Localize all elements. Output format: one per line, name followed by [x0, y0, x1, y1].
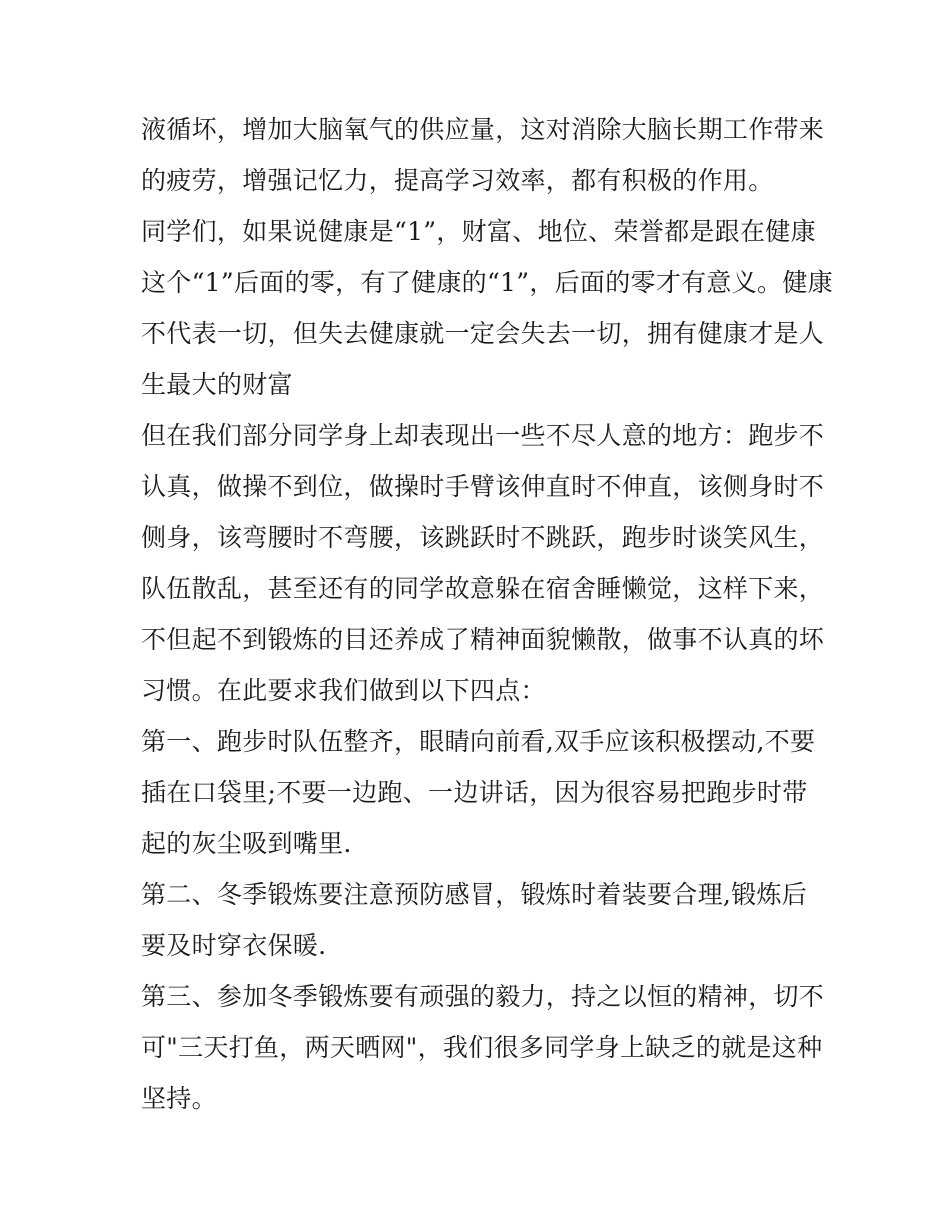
text-line: 习惯。在此要求我们做到以下四点：	[141, 676, 546, 705]
text-line: 液循坏，增加大脑氧气的供应量，这对消除大脑长期工作带来	[141, 115, 825, 144]
paragraph-6	[141, 971, 825, 1124]
text-line: 侧身，该弯腰时不弯腰，该跳跃时不跳跃，跑步时谈笑风生，	[141, 523, 825, 552]
text-line: 要及时穿衣保暖.	[141, 931, 327, 960]
paragraph-3	[141, 410, 825, 716]
paragraph-1	[141, 104, 825, 206]
document-body	[141, 104, 833, 1124]
text-line: 插在口袋里;不要一边跑、一边讲话，因为很容易把跑步时带	[141, 778, 808, 807]
text-line: 的疲劳，增强记忆力，提高学习效率，都有积极的作用。	[141, 166, 774, 195]
text-line: 起的灰尘吸到嘴里.	[141, 829, 352, 858]
text-line: 第二、冬季锻炼要注意预防感冒，锻炼时着装要合理,锻炼后	[141, 880, 808, 909]
paragraph-5	[141, 869, 821, 971]
text-line: 同学们，如果说健康是“1”，财富、地位、荣誉都是跟在健康	[141, 217, 816, 246]
text-line: 生最大的财富	[141, 370, 293, 399]
text-line: 坚持。	[141, 1084, 217, 1113]
text-line: 可"三天打鱼，两天晒网"，我们很多同学身上缺乏的就是这种	[141, 1033, 823, 1062]
text-line: 这个“1”后面的零，有了健康的“1”，后面的零才有意义。健康	[141, 268, 833, 297]
text-line: 但在我们部分同学身上却表现出一些不尽人意的地方：跑步不	[141, 421, 825, 450]
paragraph-4	[141, 716, 821, 869]
text-line: 第三、参加冬季锻炼要有顽强的毅力，持之以恒的精神，切不	[141, 982, 825, 1011]
text-line: 不但起不到锻炼的目还养成了精神面貌懒散，做事不认真的坏	[141, 625, 825, 654]
text-line: 队伍散乱，甚至还有的同学故意躲在宿舍睡懒觉，这样下来，	[141, 574, 825, 603]
text-line: 认真，做操不到位，做操时手臂该伸直时不伸直，该侧身时不	[141, 472, 825, 501]
text-line: 第一、跑步时队伍整齐，眼睛向前看,双手应该积极摆动,不要	[141, 727, 816, 756]
text-line: 不代表一切，但失去健康就一定会失去一切，拥有健康才是人	[141, 319, 825, 348]
paragraph-2	[141, 206, 833, 410]
